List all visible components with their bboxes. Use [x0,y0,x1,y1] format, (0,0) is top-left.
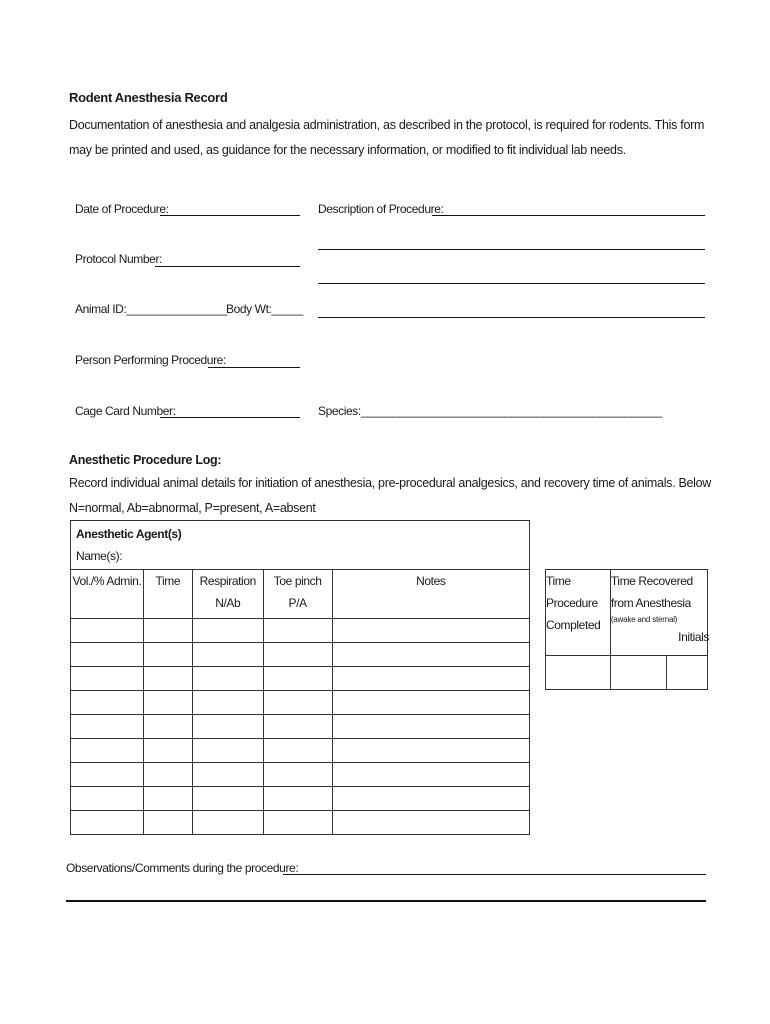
column-vol: Vol./% Admin. [71,570,144,619]
time-completed-label-3: Completed [546,618,601,632]
recovery-note: (awake and sternal) [610,615,678,624]
time-recovered-label-1: Time Recovered [610,574,693,588]
toe-pinch-scale: P/A [288,596,307,610]
time-recovered-label-2: from Anesthesia [610,596,691,610]
respiration-scale: N/Ab [215,596,241,610]
respiration-label: Respiration [199,574,256,588]
observations-field[interactable] [283,874,706,875]
cage-card-label: Cage Card Number: [75,404,176,418]
table-row[interactable] [71,667,530,691]
time-completed-label-1: Time [546,574,571,588]
table-row[interactable] [546,656,708,690]
form-intro: Documentation of anesthesia and analgesia administration, as described in the protocol, is required for rodents. This form may be printed and used, as guidance for the necessary information, or modified to fit individual lab needs. [69,118,705,157]
log-legend: N=normal, Ab=abnormal, P=present, A=absent [69,501,316,515]
date-field[interactable] [160,215,300,216]
date-label: Date of Procedure: [75,202,169,216]
table-row[interactable] [71,787,530,811]
species-field[interactable]: Species:________________________________________________ [318,404,662,418]
protocol-field[interactable] [155,266,300,267]
time-recovered-header [610,570,707,656]
description-field[interactable] [432,215,705,216]
observations-label: Observations/Comments during the procedure: [66,861,299,875]
column-notes: Notes [332,570,529,619]
observations-line-2[interactable] [66,900,706,902]
person-label: Person Performing Procedure: [75,353,226,367]
body-weight-field[interactable]: Body Wt:_____ [226,302,303,316]
table-row[interactable] [71,715,530,739]
log-description: Record individual animal details for initiation of anesthesia, pre-procedural analgesics, and recovery time of animals. Below [69,476,712,490]
table-row[interactable] [71,763,530,787]
table-row[interactable] [71,619,530,643]
column-time: Time [143,570,192,619]
person-field[interactable] [208,367,300,368]
column-respiration [192,570,263,619]
log-title: Anesthetic Procedure Log: [69,453,222,467]
description-line-2[interactable] [318,249,705,250]
description-label: Description of Procedure: [318,202,444,216]
agent-label: Anesthetic Agent(s) [76,527,182,541]
toe-pinch-label: Toe pinch [273,574,322,588]
column-toe-pinch [263,570,332,619]
table-row[interactable] [71,691,530,715]
time-completed-header [546,570,611,656]
form-title: Rodent Anesthesia Record [69,90,228,105]
initials-label: Initials [678,630,709,644]
time-completed-label-2: Procedure [546,596,598,610]
recovery-table [545,569,708,690]
description-line-4[interactable] [318,317,705,318]
table-row[interactable] [71,811,530,835]
agent-header-cell [71,521,530,570]
cage-card-field[interactable] [160,417,300,418]
animal-id-field[interactable]: Animal ID:________________ [75,302,227,316]
table-row[interactable] [71,643,530,667]
names-label: Name(s): [76,549,123,563]
anesthetic-log-table [70,520,530,835]
protocol-label: Protocol Number: [75,252,162,266]
description-line-3[interactable] [318,283,705,284]
table-row[interactable] [71,739,530,763]
